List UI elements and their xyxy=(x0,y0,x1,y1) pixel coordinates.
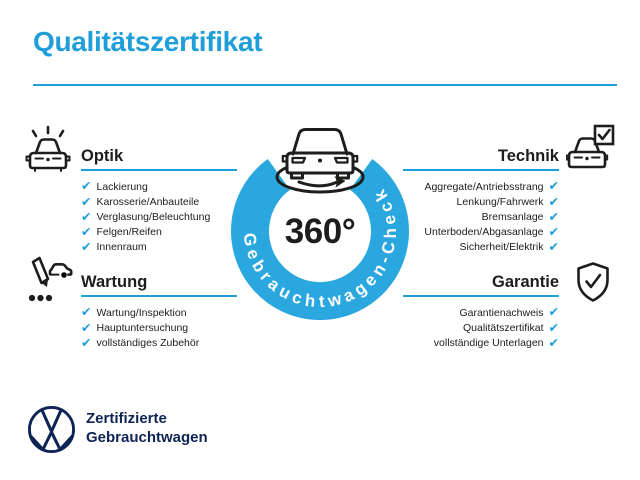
check-icon: ✔ xyxy=(81,209,92,224)
checklist-item xyxy=(81,240,237,255)
check-icon: ✔ xyxy=(548,224,559,239)
check-icon: ✔ xyxy=(548,209,559,224)
check-icon: ✔ xyxy=(548,194,559,209)
vw-logo xyxy=(27,405,76,454)
checklist-item xyxy=(403,179,559,194)
check-icon: ✔ xyxy=(81,305,92,320)
check-icon: ✔ xyxy=(81,194,92,209)
checklist-item xyxy=(81,194,237,209)
ring-label: Gebrauchtwagen-Check xyxy=(239,182,401,312)
brand-line-2: Gebrauchtwagen xyxy=(86,429,208,446)
checklist-item-label: Unterboden/Abgasanlage xyxy=(424,226,544,239)
checklist-item-label: Garantienachweis xyxy=(459,306,544,319)
check-icon: ✔ xyxy=(548,335,559,350)
check-icon: ✔ xyxy=(548,320,559,335)
checklist-item xyxy=(81,179,237,194)
checklist-item xyxy=(403,305,559,320)
service-checklist-icon xyxy=(25,255,73,305)
sparkling-car-icon xyxy=(25,125,71,173)
checklist-item-label: Bremsanlage xyxy=(481,210,544,223)
checklist-item-label: Wartung/Inspektion xyxy=(96,306,187,319)
page-title: Qualitätszertifikat xyxy=(33,26,263,57)
checklist-item xyxy=(81,225,237,240)
checklist-item-label: Sicherheit/Elektrik xyxy=(459,241,544,254)
check-icon: ✔ xyxy=(81,320,92,335)
degree-value: 360° xyxy=(284,212,356,251)
checklist-item xyxy=(403,335,559,350)
checklist-item-label: Verglasung/Beleuchtung xyxy=(96,210,211,223)
360-check-badge xyxy=(225,116,415,328)
section-title-technik: Technik xyxy=(497,147,559,165)
garantie-checklist xyxy=(403,305,559,351)
check-icon: ✔ xyxy=(548,179,559,194)
checklist-item-label: Lackierung xyxy=(96,180,148,193)
checklist-item xyxy=(81,305,237,320)
section-optik xyxy=(81,146,237,255)
technik-checklist xyxy=(403,179,559,255)
optik-checklist xyxy=(81,179,237,255)
checklist-item xyxy=(403,209,559,224)
checklist-item-label: Qualitätszertifikat xyxy=(462,321,544,334)
section-underline xyxy=(81,169,237,171)
checklist-item xyxy=(81,209,237,224)
section-technik xyxy=(403,146,559,255)
section-wartung xyxy=(81,272,237,351)
brand-line-1: Zertifizierte xyxy=(86,410,167,427)
checklist-item-label: Lenkung/Fahrwerk xyxy=(456,195,544,208)
check-icon: ✔ xyxy=(81,240,92,255)
checklist-item-label: Aggregate/Antriebsstrang xyxy=(424,180,544,193)
section-underline xyxy=(403,295,559,297)
checklist-item-label: Felgen/Reifen xyxy=(96,226,162,239)
checklist-item-label: Hauptuntersuchung xyxy=(96,321,189,334)
check-icon: ✔ xyxy=(548,305,559,320)
rotation-arrow xyxy=(277,167,363,192)
checklist-item xyxy=(81,335,237,350)
checklist-item-label: Innenraum xyxy=(96,241,147,254)
section-title-garantie: Garantie xyxy=(492,273,559,291)
checklist-item xyxy=(81,320,237,335)
car-rotation-icon xyxy=(283,130,357,179)
section-underline xyxy=(81,295,237,297)
check-icon: ✔ xyxy=(81,335,92,350)
section-garantie xyxy=(403,272,559,351)
title-divider xyxy=(33,84,617,86)
checklist-item xyxy=(403,225,559,240)
checklist-item xyxy=(403,320,559,335)
section-title-wartung: Wartung xyxy=(81,273,148,291)
checklist-item-label: vollständiges Zubehör xyxy=(96,336,200,349)
car-checkbox-icon xyxy=(566,124,616,172)
check-icon: ✔ xyxy=(81,224,92,239)
checklist-item xyxy=(403,194,559,209)
wartung-checklist xyxy=(81,305,237,351)
check-icon: ✔ xyxy=(81,179,92,194)
brand-text xyxy=(86,409,208,447)
shield-check-icon xyxy=(575,261,611,303)
check-icon: ✔ xyxy=(548,240,559,255)
section-underline xyxy=(403,169,559,171)
checklist-item-label: Karosserie/Anbauteile xyxy=(96,195,200,208)
section-title-optik: Optik xyxy=(81,147,124,165)
checklist-item-label: vollständige Unterlagen xyxy=(433,336,544,349)
checklist-item xyxy=(403,240,559,255)
